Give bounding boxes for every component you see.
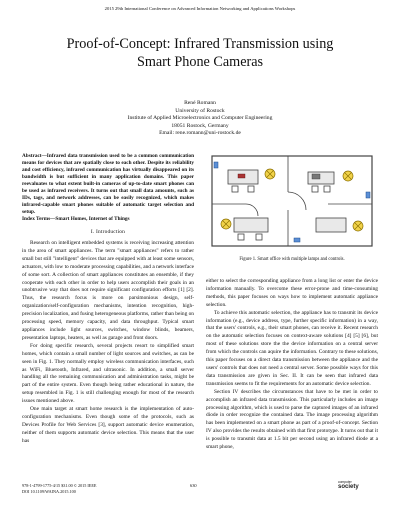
abstract: Abstract—Infrared data transmission used to be a common communication means for devices that are spatially close to each other. Despite its reliability and cost efficiency, infrared communication has virtually disappeared on its bandwidth is but sufficient in many application domains. This paper reevaluates to what extent built-in cameras of up-to-date smart phones can be used as infrared receivers. It turns out that small data amounts, such as IDs, tags, and network addresses, can be easily recognized, which makes infrared-capable smart phones suitable of automatic target selection and setup. — [22, 153, 194, 215]
title-line-2: Smart Phone Cameras — [136, 54, 264, 70]
section-heading: I. Introduction — [90, 229, 126, 235]
author-block — [0, 100, 400, 138]
left-column — [22, 153, 194, 446]
index-terms: Index Terms—Smart Homes, Internet of Things — [22, 216, 130, 222]
footer-doi: DOI 10.1109/WAINA.2015.100 — [22, 489, 76, 494]
lamp-icon — [353, 221, 363, 231]
conference-header: 2015 29th International Conference on Advanced Information Networking and Applications Workshops — [104, 6, 296, 11]
right-column — [206, 278, 378, 452]
page-number: 630 — [190, 483, 197, 488]
paper-title — [0, 35, 400, 71]
footer-publication-info — [22, 483, 96, 495]
footer-isbn: 978-1-4799-1775-4/15 $31.00 © 2015 IEEE — [22, 483, 97, 488]
author-email: Email: rene.romann@uni-rostock.de — [159, 130, 241, 137]
paragraph: either to select the corresponding appliance from a long list or enter the device information manually. To overcome these error-prone and time-consuming methods, this paper focuses on ways how to implement automatic appliance selection. — [206, 278, 378, 308]
lamp-icon — [265, 169, 275, 179]
smart-office-figure — [208, 152, 376, 250]
laptop-icon — [312, 174, 320, 179]
paragraph: Research on intelligent embedded systems is receiving increasing attention in the area of smart appliances. The term "smart appliances" refers to rather small but still "intelligent" devices that are equipped with at least some sensors, actuators, with low to moderate processing capabilities, and a network interface of some sort. A collection of smart appliances constitutes an ensemble, if they cooperate with each other in order to help users accomplish their goals in an unobtrusive way that does not require significant configuration efforts [1] [2]. Thus, the research focus is more on parsimonious design, self-organization/self-configuration mechanisms, intention recognition, high-precision localization, and fusing heterogeneous platforms, rather than being on processing speed, memory capacity, and data throughput. Typical smart appliances include light sources, switches, window blinds, beamers, presentation laptops, heaters, as well as garage and front doors. — [22, 240, 194, 341]
logo-small-text: computer — [338, 480, 352, 484]
paragraph: For doing specific research, several projects resort to simplified smart homes, which contain a small number of light sources and switches, as can be seen in Fig. 1. They normally employ wireless communication interfaces, such as WiFi, Bluetooth, Infrared, and ultrasonic. In addition, a small server handling all the remaining communication and administration tasks, might be part of the entire system. Even though being rather educational in nature, the setup resembled in Fig. 1 is still challenging enough for most of the research issues mentioned above. — [22, 342, 194, 405]
figure-caption: Figure 1. Smart office with multiple lamps and controls. — [239, 257, 345, 262]
paragraph: To achieve this automatic selection, the appliance has to transmit its device information (e.g., device address, type, further specific information) in a way, that the users' controls, e.g., their smart phones, can receive it. Recent research on the automatic selection focuses on context-aware solutions [4] [5] [6], but most of these solutions store the the device information on a central server from which the controls can aquire the information. Contrary to these solutions, this paper focuses on a direct data transmission between the appliance and the users' controls that does not need a central server. Some possible ways for this data transmission are given in Sec. II. It can be seen that infrared data transmission seems to fit the requirements for an automatic device selection. — [206, 309, 379, 387]
lamp-icon — [343, 171, 353, 181]
author-university: University of Rostock — [175, 107, 225, 114]
switch-icon — [214, 162, 218, 168]
author-name: René Romann — [184, 100, 216, 106]
title-line-1: Proof-of-Concept: Infrared Transmission using — [66, 36, 334, 52]
paragraph: Section IV describes the circumstances that have to be met in order to accomplish an infrared data transmission. This particularly includes an image processing algorithm, which is used to parse the captured images of an infrared diode in order recognize the contained data. The image processing algorithm has been implemented on a smart phone as part of a proof-of-concept. Section IV also provides the results obtained with that first prototype. It turns out that it is possible to transmit data at 1.5 bit per second using an infrared diode at a smart phone, — [206, 388, 378, 451]
switch-icon — [294, 238, 300, 242]
switch-icon — [366, 192, 370, 198]
beamer-icon — [238, 174, 245, 178]
logo-big-text: society — [338, 484, 359, 490]
author-city: 18051 Rostock, Germany — [171, 122, 229, 129]
office-floor-plan-drawing — [212, 156, 372, 246]
paragraph: One main target at smart home research is the implementation of auto-configuration mechanisms. Even though some of the protocols, such as Devices Profile for Web Services [3], support automatic device enumeration, neither of them supports automatic device selection. This means that the user has — [22, 406, 194, 444]
computer-society-logo — [338, 480, 378, 490]
author-institute: Institute of Applied Microelectronics and Computer Engineering — [127, 115, 273, 122]
lamp-icon — [221, 219, 231, 229]
